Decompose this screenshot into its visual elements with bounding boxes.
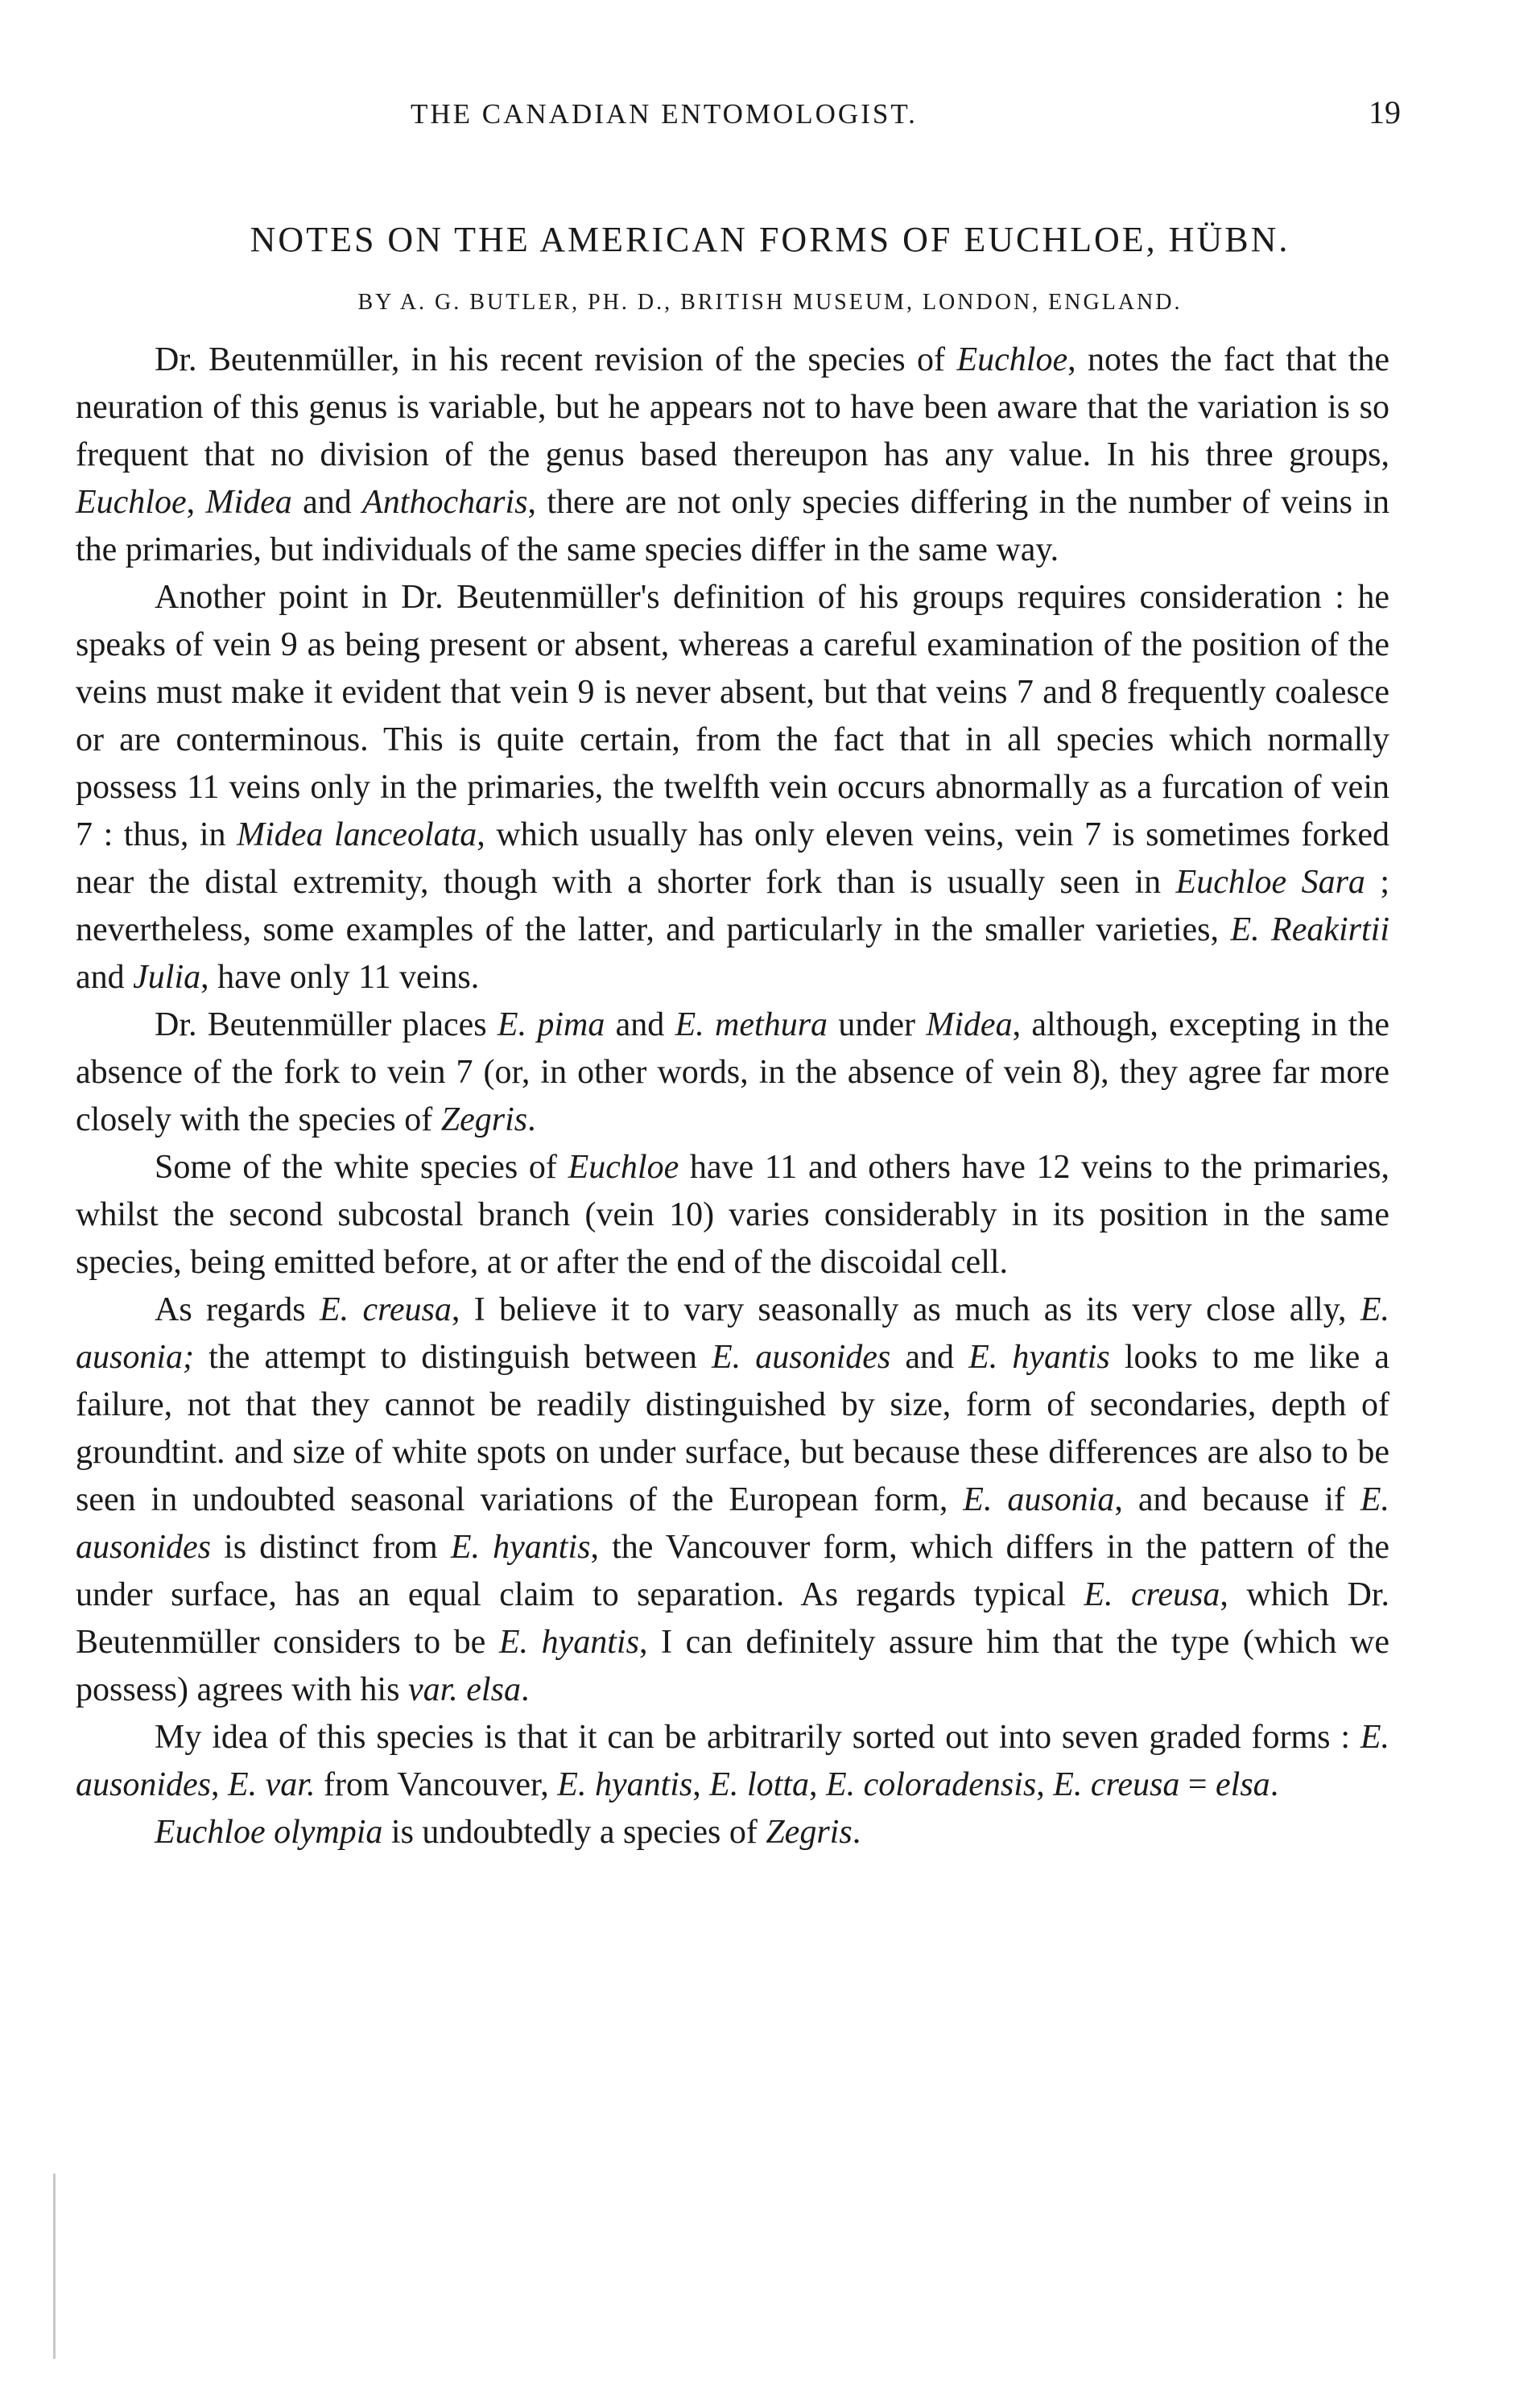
text-run: . bbox=[1270, 1766, 1279, 1803]
text-run: = bbox=[1179, 1766, 1216, 1803]
text-run: , notes the fact that the neuration of this genus is variable, but he appears not to have been aware that the variation is so frequent that no division of the genus based thereupon has any value. In his three groups, bbox=[76, 341, 1389, 473]
text-run: under bbox=[828, 1006, 927, 1043]
text-run: . bbox=[527, 1101, 536, 1138]
paragraph-1 bbox=[76, 337, 1389, 574]
text-run: . bbox=[852, 1814, 861, 1851]
text-run: is distinct from bbox=[211, 1529, 451, 1566]
taxon-name: Euchloe bbox=[568, 1149, 679, 1186]
text-run: , which usually has only eleven veins, vein 7 is sometimes forked near the distal extremity, though with a shorter fork than is usually seen in bbox=[76, 816, 1389, 901]
text-run: Dr. Beutenmüller, in his recent revision of the species of bbox=[155, 341, 957, 378]
text-run: , bbox=[186, 484, 206, 521]
text-run: , which Dr. Beutenmüller considers to be bbox=[76, 1576, 1389, 1661]
taxon-name: E. coloradensis bbox=[825, 1766, 1037, 1803]
text-run: and bbox=[291, 484, 363, 521]
taxon-name: E. pima bbox=[497, 1006, 605, 1043]
text-run: and bbox=[605, 1006, 675, 1043]
text-run: , I can definitely assure him that the type (which we possess) agrees with his bbox=[76, 1624, 1389, 1708]
taxon-name: E. ausonia; bbox=[76, 1291, 1389, 1376]
binding-edge-mark bbox=[53, 2174, 56, 2359]
taxon-name: E. var. bbox=[228, 1766, 316, 1803]
text-run: looks to me like a failure, not that they cannot be readily distinguished by size, form of secondaries, depth of groundtint. and size of white spots on under surface, but because these differences are also to be seen in undoubted seasonal variations of the European form, bbox=[76, 1339, 1389, 1518]
taxon-name: Midea lanceolata bbox=[237, 816, 477, 853]
taxon-name: E. creusa bbox=[1053, 1766, 1180, 1803]
text-run: ; nevertheless, some examples of the latter, and particularly in the smaller varieties, bbox=[76, 864, 1389, 948]
text-run: Dr. Beutenmüller places bbox=[155, 1006, 498, 1043]
taxon-name: E. lotta bbox=[709, 1766, 809, 1803]
text-run: Another point in Dr. Beutenmüller's definition of his groups requires consideration : he speaks of vein 9 as being present or absent, whereas a careful examination of the position of the veins must make it evident that vein 9 is never absent, but that veins 7 and 8 frequently coalesce or are conterminous. This is quite certain, from the fact that in all species which normally possess 11 veins only in the primaries, the twelfth vein occurs abnormally as a furcation of vein 7 : thus, in bbox=[76, 579, 1389, 853]
paragraph-2 bbox=[76, 574, 1389, 1001]
paragraph-6 bbox=[76, 1714, 1389, 1809]
taxon-name: E. ausonides bbox=[76, 1481, 1390, 1566]
text-run: from Vancouver, bbox=[315, 1766, 558, 1803]
taxon-name: E. methura bbox=[675, 1006, 828, 1043]
taxon-name: Euchloe bbox=[956, 341, 1068, 378]
text-run: . bbox=[520, 1671, 530, 1708]
text-run: , bbox=[211, 1766, 228, 1803]
text-run: Some of the white species of bbox=[155, 1149, 568, 1186]
taxon-name: elsa bbox=[1216, 1766, 1270, 1803]
text-run: , I believe it to vary seasonally as much as its very close ally, bbox=[451, 1291, 1360, 1328]
taxon-name: E. ausonia bbox=[963, 1481, 1115, 1518]
taxon-name: E. hyantis bbox=[498, 1624, 639, 1661]
taxon-name: Midea bbox=[926, 1006, 1013, 1043]
text-run: and bbox=[76, 959, 134, 996]
taxon-name: Zegris bbox=[440, 1101, 528, 1138]
text-run: , have only 11 veins. bbox=[200, 959, 480, 996]
running-head bbox=[0, 94, 1540, 138]
text-run: My idea of this species is that it can be arbitrarily sorted out into seven graded forms : bbox=[155, 1719, 1360, 1756]
paragraph-4 bbox=[76, 1144, 1389, 1286]
article-body bbox=[76, 337, 1389, 1856]
text-run: , bbox=[808, 1766, 826, 1803]
taxon-name: Anthocharis bbox=[362, 484, 528, 521]
taxon-name: Euchloe bbox=[76, 484, 187, 521]
taxon-name: Julia bbox=[133, 959, 201, 996]
taxon-name: E. creusa bbox=[1084, 1576, 1220, 1613]
text-run: As regards bbox=[155, 1291, 320, 1328]
text-run: and bbox=[890, 1339, 969, 1376]
taxon-name: E. Reakirtii bbox=[1230, 911, 1389, 948]
text-run: the attempt to distinguish between bbox=[194, 1339, 712, 1376]
page-number: 19 bbox=[1369, 94, 1401, 130]
taxon-name: Zegris bbox=[766, 1814, 853, 1851]
text-run: have 11 and others have 12 veins to the primaries, whilst the second subcostal branch (vein 10) varies considerably in its position in the same species, being emitted before, at or after the end of the discoidal cell. bbox=[76, 1149, 1389, 1281]
text-run: , there are not only species differing in the number of veins in the primaries, but individuals of the same species differ in the same way. bbox=[76, 484, 1389, 568]
article-byline: BY A. G. BUTLER, PH. D., BRITISH MUSEUM, LONDON, ENGLAND. bbox=[357, 290, 1183, 315]
text-run: , although, excepting in the absence of the fork to vein 7 (or, in other words, in the absence of vein 8), they agree far more closely with the species of bbox=[76, 1006, 1389, 1138]
article-title: NOTES ON THE AMERICAN FORMS OF EUCHLOE, HÜBN. bbox=[250, 220, 1290, 259]
taxon-name: Midea bbox=[205, 484, 292, 521]
taxon-name: E. ausonides bbox=[76, 1719, 1389, 1803]
journal-title: THE CANADIAN ENTOMOLOGIST. bbox=[411, 98, 918, 130]
taxon-name: Euchloe olympia bbox=[155, 1814, 383, 1851]
taxon-name: E. ausonides bbox=[711, 1339, 891, 1376]
taxon-name: E. hyantis bbox=[557, 1766, 693, 1803]
paragraph-7 bbox=[76, 1809, 1389, 1856]
text-run: , bbox=[692, 1766, 710, 1803]
taxon-name: var. elsa bbox=[407, 1671, 521, 1708]
paragraph-5 bbox=[76, 1286, 1389, 1714]
text-run: , bbox=[1036, 1766, 1054, 1803]
taxon-name: Euchloe Sara bbox=[1175, 864, 1365, 901]
taxon-name: E. hyantis bbox=[968, 1339, 1110, 1376]
paragraph-3 bbox=[76, 1001, 1389, 1144]
taxon-name: E. hyantis bbox=[450, 1529, 591, 1566]
text-run: , the Vancouver form, which differs in the pattern of the under surface, has an equal claim to separation. As regards typical bbox=[76, 1529, 1389, 1613]
taxon-name: E. creusa bbox=[319, 1291, 452, 1328]
text-run: is undoubtedly a species of bbox=[382, 1814, 766, 1851]
text-run: , and because if bbox=[1114, 1481, 1360, 1518]
